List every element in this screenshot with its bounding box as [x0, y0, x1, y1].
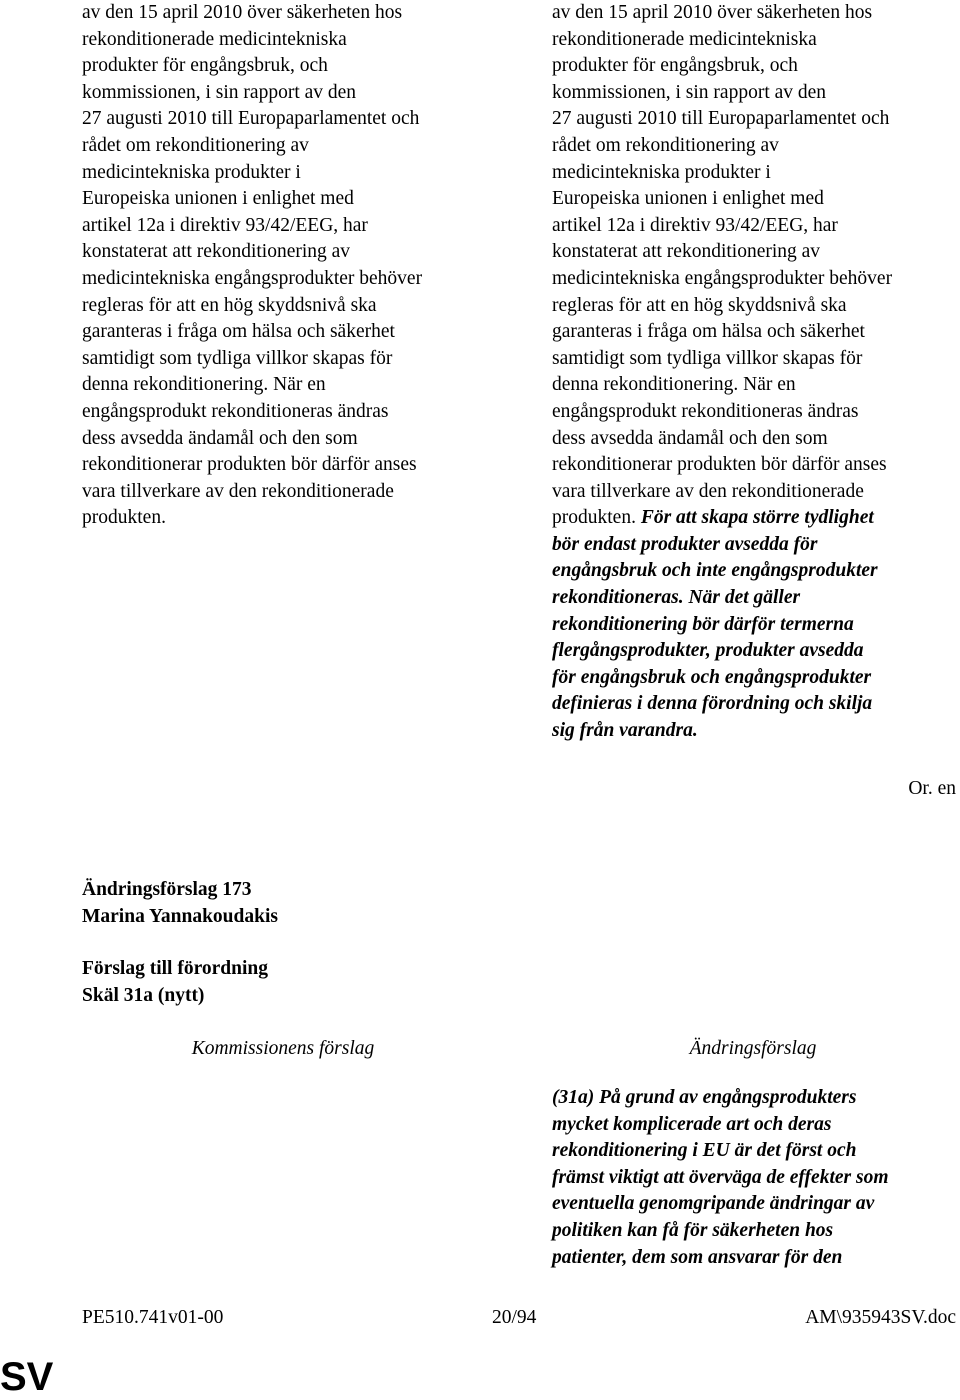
text-line: regleras för att en hög skyddsnivå ska: [82, 294, 377, 316]
text-line: kommissionen, i sin rapport av den: [552, 81, 827, 103]
text-line: dess avsedda ändamål och den som: [552, 427, 828, 449]
text-line: rekonditionerade medicintekniska: [552, 28, 817, 50]
text-line: rekonditionerar produkten bör därför anses: [552, 454, 887, 476]
text-line: denna rekonditionering. När en: [552, 374, 796, 396]
text-line: eventuella genomgripande ändringar av: [552, 1193, 875, 1215]
text-line: samtidigt som tydliga villkor skapas för: [552, 347, 863, 369]
text-line: rådet om rekonditionering av: [82, 134, 309, 156]
text-line: rekonditionering i EU är det först och: [552, 1140, 857, 1162]
emphasis-segment: För att skapa större tydlighet: [640, 507, 874, 529]
text-line: produkter för engångsbruk, och: [552, 55, 798, 77]
text-line: regleras för att en hög skyddsnivå ska: [552, 294, 847, 316]
text-line: artikel 12a i direktiv 93/42/EEG, har: [552, 214, 838, 236]
text-line: denna rekonditionering. När en: [82, 374, 326, 396]
footer-document-name: AM\935943SV.doc: [805, 1307, 956, 1328]
text-line: engångsprodukt rekonditioneras ändras: [82, 400, 389, 422]
text-line: artikel 12a i direktiv 93/42/EEG, har: [82, 214, 368, 236]
emphasis-line: sig från varandra.: [552, 720, 698, 742]
text-line: konstaterat att rekonditionering av: [552, 241, 821, 263]
commission-proposal-caption: Kommissionens förslag: [191, 1038, 375, 1059]
emphasis-line: definieras i denna förordning och skilja: [552, 693, 873, 715]
language-code: SV: [0, 1355, 54, 1399]
text-line: politiken kan få för säkerheten hos: [552, 1219, 834, 1241]
text-line: (31a) På grund av engångsprodukters: [552, 1087, 857, 1108]
text-line: vara tillverkare av den rekonditionerade: [552, 480, 864, 502]
amendment-author: Marina Yannakoudakis: [82, 905, 278, 927]
recital-label: Skäl 31a (nytt): [82, 984, 205, 1006]
text-line: patienter, dem som ansvarar för den: [552, 1246, 843, 1268]
emphasis-line: engångsbruk och inte engångsprodukter: [552, 560, 878, 582]
emphasis-line: flergångsprodukter, produkter avsedda: [552, 640, 864, 662]
text-line: medicintekniska produkter i: [552, 161, 771, 183]
emphasis-line: rekonditioneras. När det gäller: [552, 587, 801, 609]
original-language-note: Or. en: [908, 778, 956, 799]
text-line: av den 15 april 2010 över säkerheten hos: [82, 2, 403, 23]
text-line: främst viktigt att överväga de effekter som: [552, 1166, 889, 1188]
amendment-caption: Ändringsförslag: [689, 1038, 817, 1059]
text-line: dess avsedda ändamål och den som: [82, 427, 358, 449]
text-line: garanteras i fråga om hälsa och säkerhet: [552, 321, 865, 343]
emphasis-line: bör endast produkter avsedda för: [552, 533, 818, 555]
text-line: Europeiska unionen i enlighet med: [552, 188, 824, 210]
text-line: Europeiska unionen i enlighet med: [82, 188, 354, 210]
amendment-number: Ändringsförslag 173: [82, 879, 252, 900]
text-line: rekonditionerade medicintekniska: [82, 28, 347, 50]
text-line: kommissionen, i sin rapport av den: [82, 81, 357, 103]
proposal-header: [82, 956, 268, 1009]
text-line: mycket komplicerade art och deras: [552, 1113, 832, 1135]
text-line: rekonditionerar produkten bör därför anses: [82, 454, 417, 476]
left-column-text: [82, 0, 502, 532]
emphasis-line: rekonditionering bör därför termerna: [552, 613, 854, 635]
text-line: 27 augusti 2010 till Europaparlamentet och: [82, 108, 420, 130]
amended-text: [552, 1085, 960, 1271]
text-line: samtidigt som tydliga villkor skapas för: [82, 347, 393, 369]
footer-reference: PE510.741v01-00: [82, 1307, 224, 1328]
right-column-text: [552, 0, 960, 745]
text-line: konstaterat att rekonditionering av: [82, 241, 351, 263]
text-line: medicintekniska produkter i: [82, 161, 301, 183]
text-line: produkter för engångsbruk, och: [82, 55, 328, 77]
text-line: rådet om rekonditionering av: [552, 134, 779, 156]
emphasis-line: för engångsbruk och engångsprodukter: [552, 666, 872, 688]
text-line: produkten.: [82, 507, 166, 529]
amendment-header: [82, 877, 278, 930]
mixed-text-line: [552, 505, 960, 532]
text-line: engångsprodukt rekonditioneras ändras: [552, 400, 859, 422]
text-line: 27 augusti 2010 till Europaparlamentet och: [552, 108, 890, 130]
text-line: vara tillverkare av den rekonditionerade: [82, 480, 394, 502]
footer-page-number: 20/94: [492, 1307, 537, 1328]
plain-segment: produkten.: [552, 507, 641, 529]
proposal-title: Förslag till förordning: [82, 958, 268, 979]
text-line: medicintekniska engångsprodukter behöver: [552, 267, 893, 289]
text-line: garanteras i fråga om hälsa och säkerhet: [82, 321, 395, 343]
text-line: av den 15 april 2010 över säkerheten hos: [552, 2, 873, 23]
text-line: medicintekniska engångsprodukter behöver: [82, 267, 423, 289]
